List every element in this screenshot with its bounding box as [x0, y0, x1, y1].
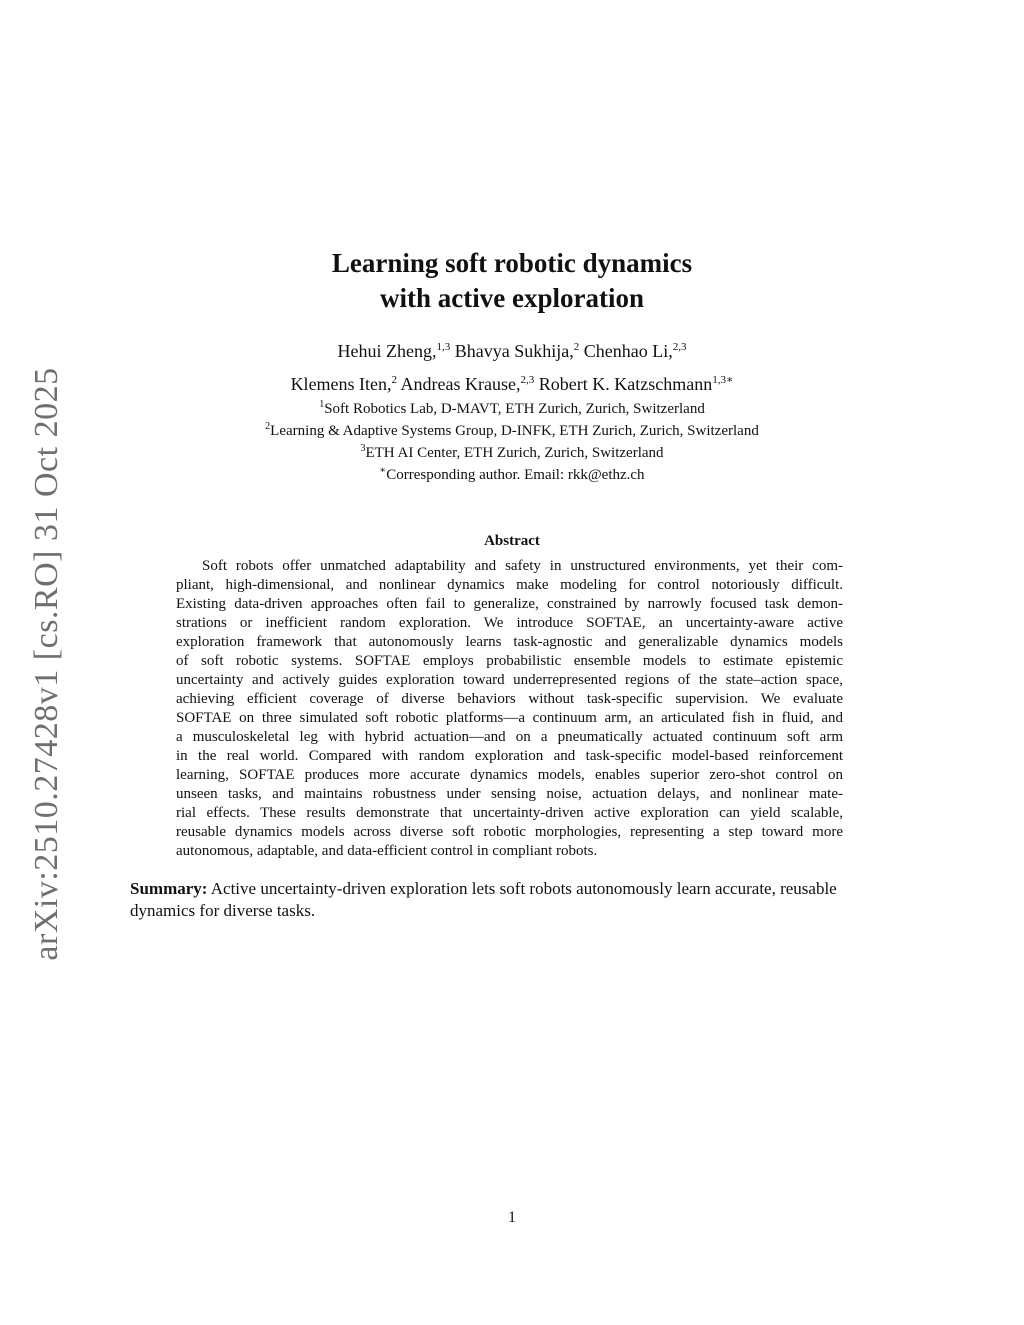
- author-affiliation-marker: 2: [573, 341, 580, 353]
- author-affiliation-marker: 1,3∗: [712, 374, 734, 386]
- author-affiliation-marker: 2,3: [520, 374, 535, 386]
- corresponding-author-note: [0, 467, 1024, 484]
- summary-text-line-2: dynamics for diverse tasks.: [130, 901, 316, 920]
- author-name: Chenhao Li,: [583, 341, 673, 361]
- affiliation: [0, 445, 1024, 462]
- affiliation: [0, 423, 1024, 440]
- author-name: Klemens Iten,: [290, 374, 392, 394]
- abstract-body: [176, 557, 843, 861]
- paper-title-line-2: with active exploration: [380, 283, 644, 313]
- abstract-line: a musculoskeletal leg with hybrid actuation—and on a pneumatically actuated continuum soft arm: [176, 729, 843, 745]
- affiliation-marker: 3: [360, 443, 366, 454]
- author-line-1: [0, 341, 1024, 362]
- author-name: Bhavya Sukhija,: [454, 341, 574, 361]
- summary-text: Active uncertainty-driven exploration lets soft robots autonomously learn accurate, reusable: [207, 879, 837, 898]
- author-line-2: [0, 374, 1024, 395]
- abstract-line: unseen tasks, and maintains robustness under sensing noise, actuation delays, and nonlinear mate-: [176, 786, 843, 802]
- affiliation-text: Learning & Adaptive Systems Group, D-INFK, ETH Zurich, Zurich, Switzerland: [270, 423, 759, 439]
- paper-title-line-1: Learning soft robotic dynamics: [331, 248, 693, 278]
- author-name: Andreas Krause,: [400, 374, 521, 394]
- abstract-line: pliant, high-dimensional, and nonlinear dynamics make modeling for control notoriously difficult.: [176, 577, 843, 593]
- abstract-line: strations or inefficient random exploration. We introduce SOFTAE, an uncertainty-aware active: [176, 615, 843, 631]
- affiliation-marker: 2: [265, 421, 271, 432]
- affiliation: [0, 401, 1024, 418]
- summary-label: Summary:: [130, 879, 208, 898]
- affiliation-marker: 1: [319, 399, 325, 410]
- abstract-line: Existing data-driven approaches often fail to generalize, constrained by narrowly focused task demon-: [176, 596, 843, 612]
- author-name: Robert K. Katzschmann: [538, 374, 713, 394]
- abstract-line: autonomous, adaptable, and data-efficient control in compliant robots.: [176, 843, 598, 859]
- abstract-line: exploration framework that autonomously learns task-agnostic and generalizable dynamics models: [176, 634, 843, 650]
- abstract-heading: Abstract: [484, 533, 540, 549]
- abstract-line: SOFTAE on three simulated soft robotic platforms—a continuum arm, an articulated fish in fluid, and: [176, 710, 843, 726]
- abstract-line: uncertainty and actively guides exploration toward underrepresented regions of the state–action space,: [176, 672, 843, 688]
- page-number: 1: [508, 1209, 516, 1226]
- affiliation-text: ETH AI Center, ETH Zurich, Zurich, Switzerland: [365, 445, 664, 461]
- abstract-line: reusable dynamics models across diverse soft robotic morphologies, representing a step toward more: [176, 824, 843, 840]
- affiliation-text: Corresponding author. Email: rkk@ethz.ch: [386, 467, 645, 483]
- abstract-line: learning, SOFTAE produces more accurate dynamics models, enables superior zero-shot control on: [176, 767, 843, 783]
- paper-title: [0, 246, 1024, 316]
- author-affiliation-marker: 2: [391, 374, 398, 386]
- author-name: Hehui Zheng,: [337, 341, 437, 361]
- affiliation-marker: ∗: [379, 465, 387, 476]
- abstract-line: of soft robotic systems. SOFTAE employs probabilistic ensemble models to estimate epistemic: [176, 653, 843, 669]
- abstract-line: rial effects. These results demonstrate that uncertainty-driven active exploration can yield scalable,: [176, 805, 843, 821]
- author-affiliation-marker: 2,3: [672, 341, 687, 353]
- abstract-line: achieving efficient coverage of diverse behaviors without task-specific supervision. We evaluate: [176, 691, 843, 707]
- abstract-line: in the real world. Compared with random exploration and task-specific model-based reinforcement: [176, 748, 843, 764]
- abstract-line: Soft robots offer unmatched adaptability and safety in unstructured environments, yet their com-: [202, 558, 843, 574]
- arxiv-identifier-text: arXiv:2510.27428v1 [cs.RO] 31 Oct 2025: [28, 367, 65, 961]
- affiliation-text: Soft Robotics Lab, D-MAVT, ETH Zurich, Zurich, Switzerland: [324, 401, 705, 417]
- author-affiliation-marker: 1,3: [436, 341, 451, 353]
- summary-paragraph: [130, 878, 888, 922]
